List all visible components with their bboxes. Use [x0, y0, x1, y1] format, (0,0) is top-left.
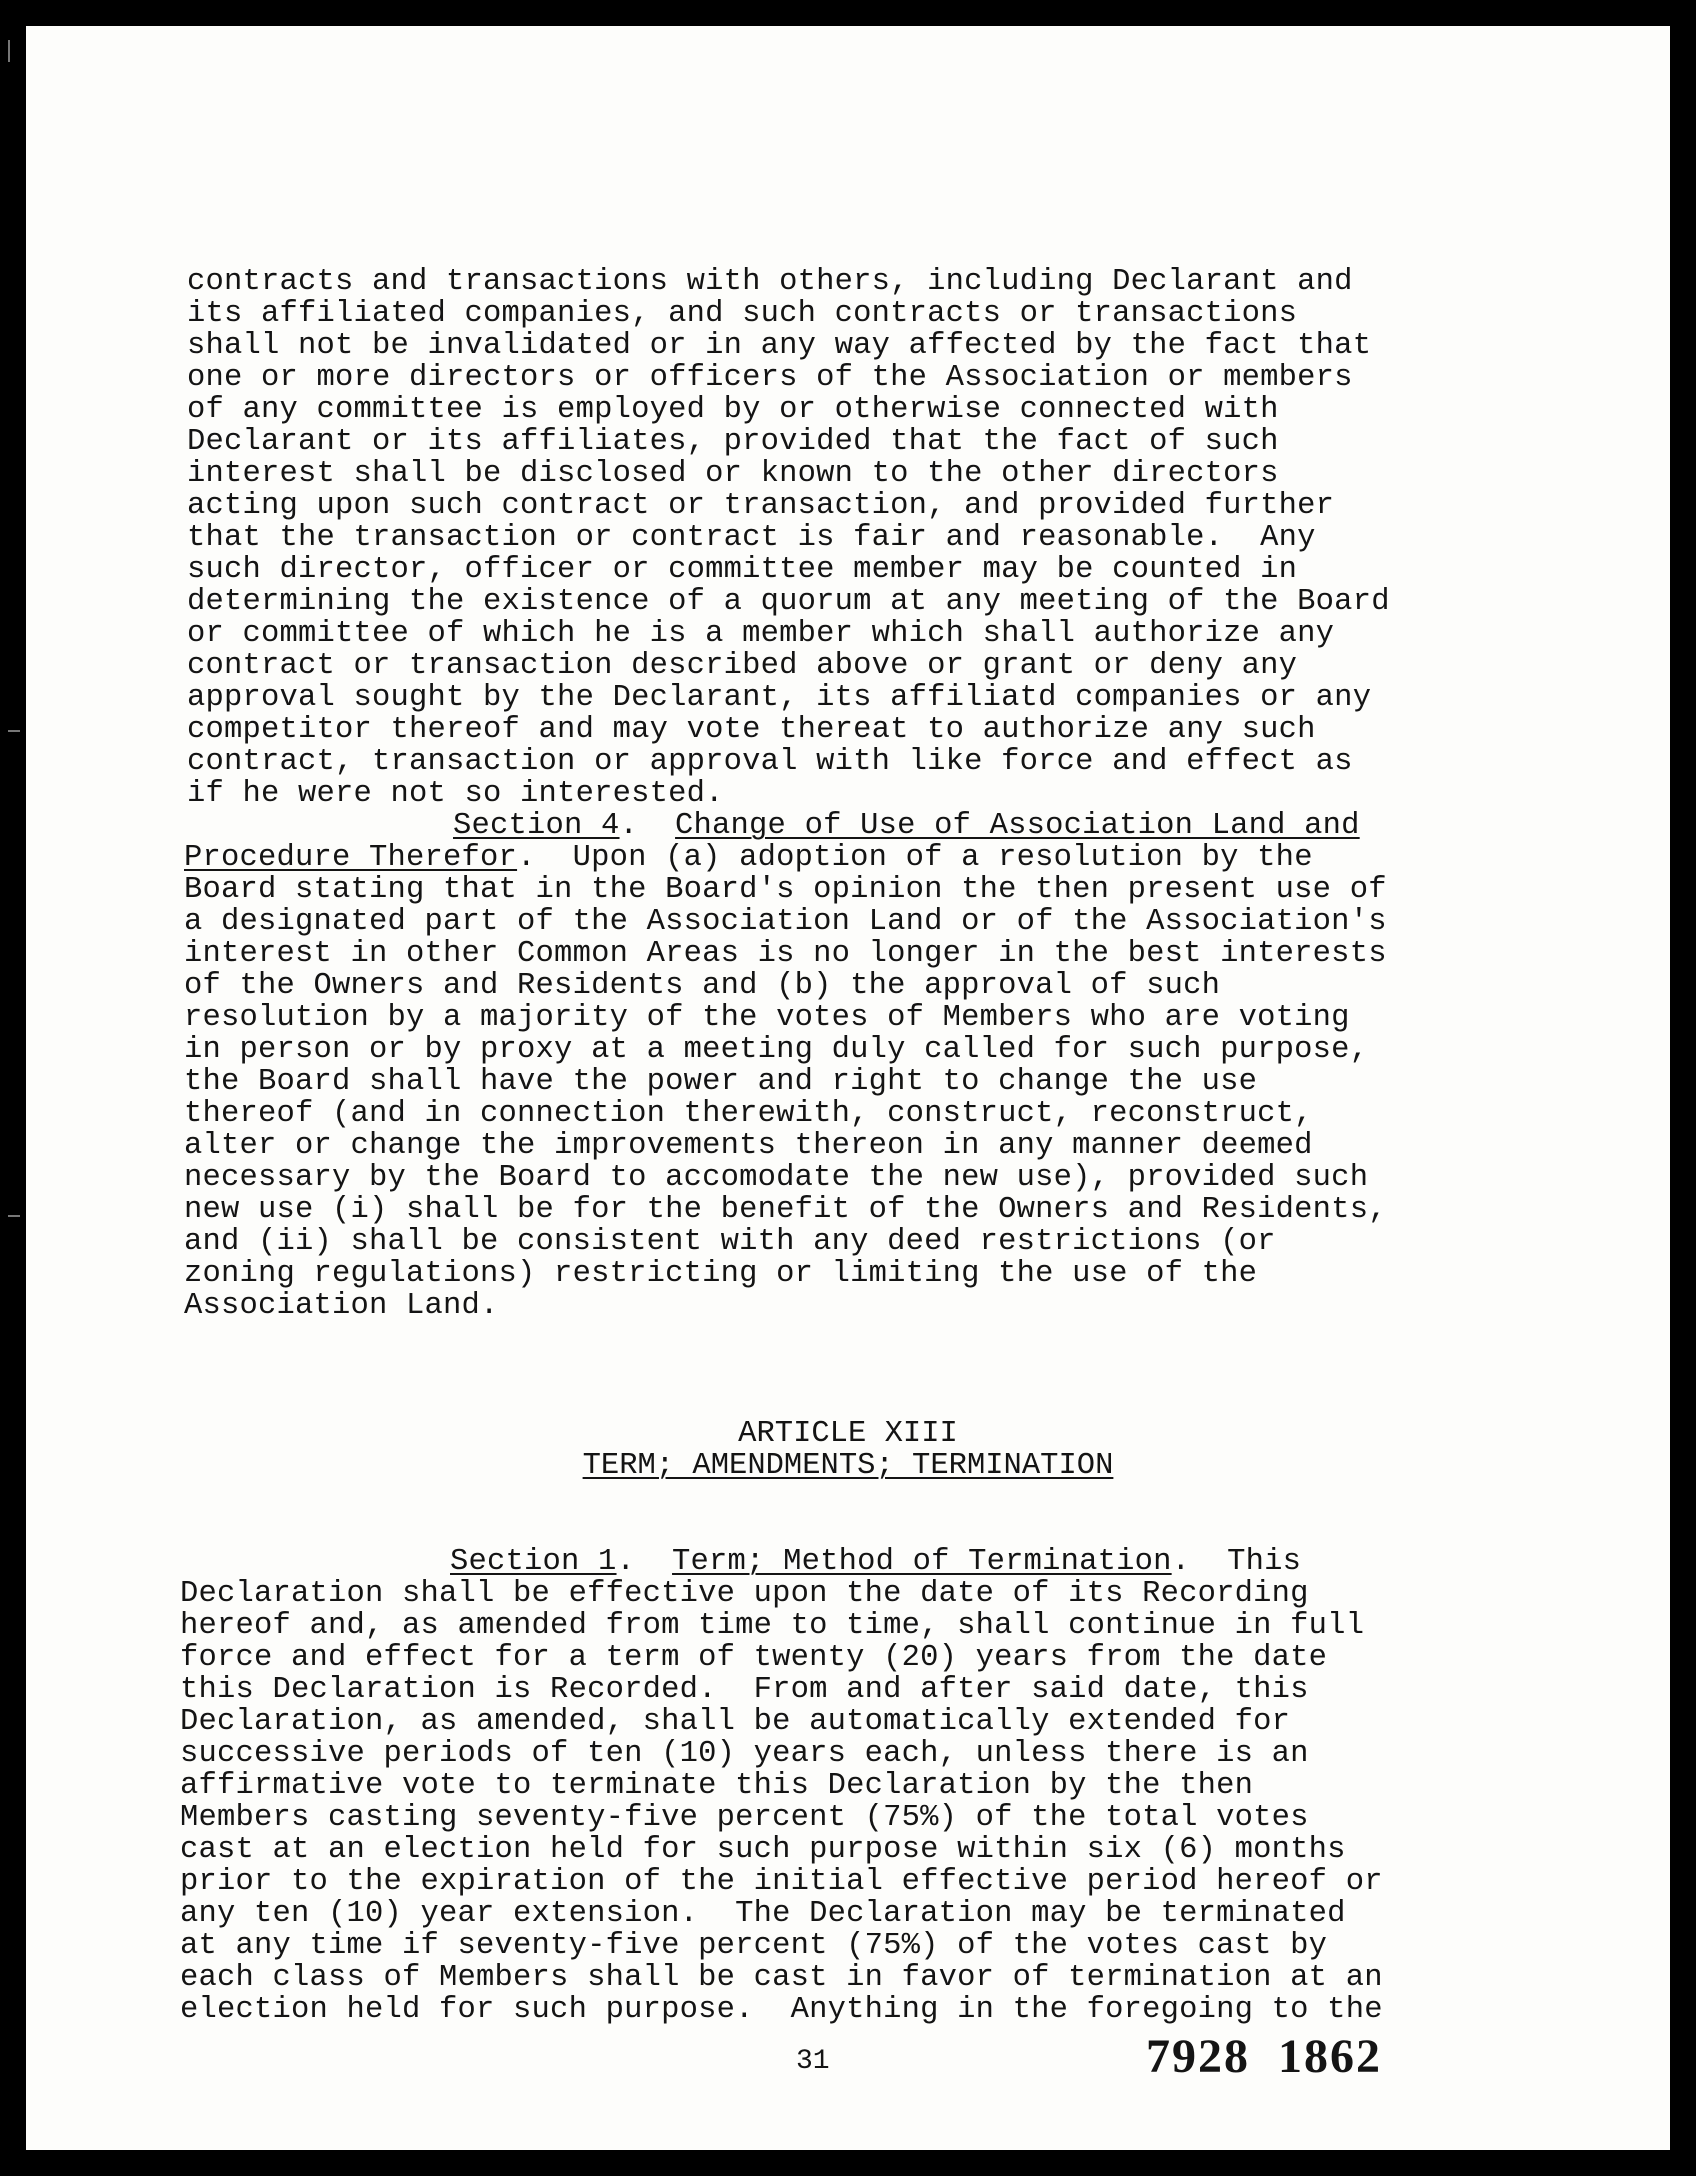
text-line: that the transaction or contract is fair and reasonable. Any [187, 521, 1316, 555]
text-line: contracts and transactions with others, including Declarant and [187, 265, 1353, 299]
section-heading-line: Section 4. Change of Use of Association Land and [453, 809, 1360, 843]
article-number: ARTICLE XIII [738, 1417, 958, 1451]
text-line: successive periods of ten (10) years each, unless there is an [180, 1737, 1309, 1771]
text-line: its affiliated companies, and such contracts or transactions [187, 297, 1298, 331]
article-title-line [26, 1450, 1670, 1482]
text-line: interest shall be disclosed or known to the other directors [187, 457, 1279, 491]
text-line: Declaration, as amended, shall be automatically extended for [180, 1705, 1291, 1739]
text-line: Declaration shall be effective upon the date of its Recording [180, 1577, 1309, 1611]
text-line: competitor thereof and may vote thereat to authorize any such [187, 713, 1316, 747]
text-line: approval sought by the Declarant, its affiliatd companies or any [187, 681, 1372, 715]
text-line: force and effect for a term of twenty (20) years from the date [180, 1641, 1328, 1675]
section-label: Section 1 [450, 1545, 617, 1579]
scan-artifact [8, 1215, 20, 1217]
text-line: each class of Members shall be cast in favor of termination at an [180, 1961, 1383, 1995]
text-line: any ten (10) year extension. The Declaration may be terminated [180, 1897, 1346, 1931]
section-heading-line: Section 1. Term; Method of Termination. This [450, 1545, 1302, 1579]
document-page [26, 26, 1670, 2150]
text-fragment: . This [1171, 1545, 1302, 1579]
recording-stamp: 7928 1862 [1146, 2030, 1382, 2083]
text-line: prior to the expiration of the initial effective period hereof or [180, 1865, 1383, 1899]
text-line: determining the existence of a quorum at any meeting of the Board [187, 585, 1390, 619]
section-label: Section 4 [453, 809, 620, 843]
article-title: TERM; AMENDMENTS; TERMINATION [582, 1449, 1114, 1483]
text-line: of any committee is employed by or otherwise connected with [187, 393, 1279, 427]
text-line: necessary by the Board to accomodate the new use), provided such [184, 1161, 1369, 1195]
text-line: Declarant or its affiliates, provided that the fact of such [187, 425, 1279, 459]
text-line: in person or by proxy at a meeting duly called for such purpose, [184, 1033, 1369, 1067]
text-line: contract or transaction described above or grant or deny any [187, 649, 1298, 683]
text-line: zoning regulations) restricting or limiting the use of the [184, 1257, 1258, 1291]
text-line: contract, transaction or approval with like force and effect as [187, 745, 1353, 779]
text-line: such director, officer or committee member may be counted in [187, 553, 1298, 587]
text-line: resolution by a majority of the votes of Members who are voting [184, 1001, 1350, 1035]
text-line: cast at an election held for such purpose within six (6) months [180, 1833, 1346, 1867]
text-line: the Board shall have the power and right to change the use [184, 1065, 1258, 1099]
section-title-continued: Procedure Therefor [184, 841, 518, 875]
text-line: one or more directors or officers of the Association or members [187, 361, 1353, 395]
text-line: Members casting seventy-five percent (75%) of the total votes [180, 1801, 1309, 1835]
text-line: interest in other Common Areas is no longer in the best interests [184, 937, 1387, 971]
text-line: and (ii) shall be consistent with any deed restrictions (or [184, 1225, 1276, 1259]
text-line: acting upon such contract or transaction, and provided further [187, 489, 1335, 523]
section-title: Term; Method of Termination [672, 1545, 1172, 1579]
text-line: Association Land. [184, 1289, 499, 1323]
text-line: election held for such purpose. Anything in the foregoing to the [180, 1993, 1383, 2027]
scan-artifact [8, 40, 10, 62]
text-line: at any time if seventy-five percent (75%) of the votes cast by [180, 1929, 1328, 1963]
text-line: shall not be invalidated or in any way affected by the fact that [187, 329, 1372, 363]
text-fragment: . Upon (a) adoption of a resolution by the [517, 841, 1313, 875]
text-line: of the Owners and Residents and (b) the approval of such [184, 969, 1221, 1003]
text-line: alter or change the improvements thereon in any manner deemed [184, 1129, 1313, 1163]
text-line: thereof (and in connection therewith, construct, reconstruct, [184, 1097, 1313, 1131]
text-line: hereof and, as amended from time to time, shall continue in full [180, 1609, 1365, 1643]
text-line: affirmative vote to terminate this Declaration by the then [180, 1769, 1254, 1803]
text-line: this Declaration is Recorded. From and after said date, this [180, 1673, 1309, 1707]
section-heading-line [184, 842, 1313, 874]
text-line: a designated part of the Association Land or of the Association's [184, 905, 1387, 939]
text-line: if he were not so interested. [187, 777, 724, 811]
text-line: Board stating that in the Board's opinion the then present use of [184, 873, 1387, 907]
page-number: 31 [796, 2046, 830, 2077]
scan-artifact [8, 730, 20, 732]
text-line: new use (i) shall be for the benefit of the Owners and Residents, [184, 1193, 1387, 1227]
section-title: Change of Use of Association Land and [675, 809, 1360, 843]
text-line: or committee of which he is a member which shall authorize any [187, 617, 1335, 651]
